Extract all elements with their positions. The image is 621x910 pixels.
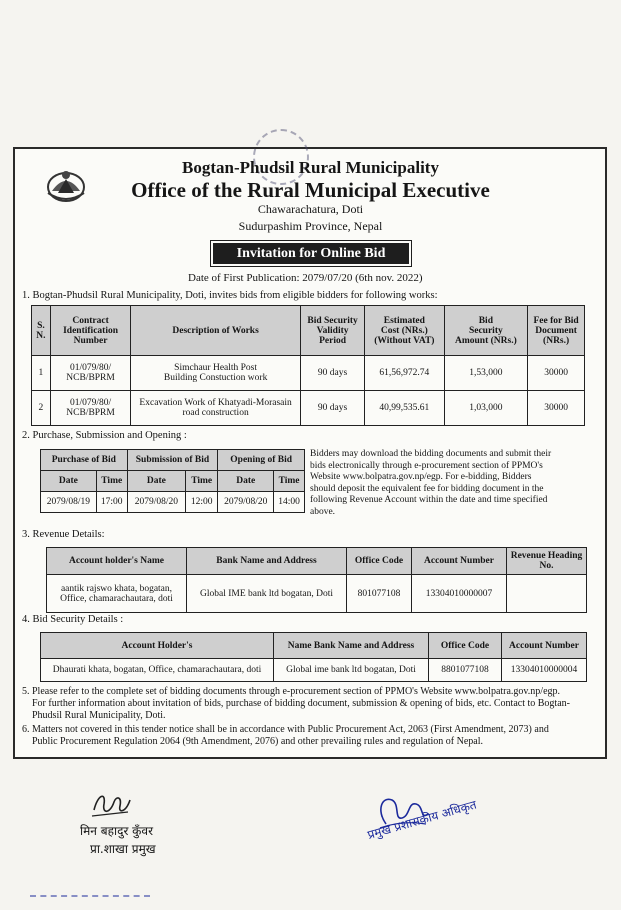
schedule-table: [40, 449, 305, 513]
header-purchase: Purchase of Bid: [41, 450, 128, 471]
header-description: Description of Works: [131, 306, 301, 356]
schedule-note: Bidders may download the bidding documents and submit their bids electronically through e-procurement section of PPMO's Website www.bolpatra.gov.np/egp. For e-bidding, Bidders should deposit the equivalent fee for bidding document in the following Revenue Account within the date and time specified above.: [310, 449, 552, 517]
header-submission: Submission of Bid: [127, 450, 218, 471]
section5-paragraph: 5. Please refer to the complete set of bidding documents through e-procurement section of PPMO's Website www.bolpatra.gov.np/egp. For further information about invitation of bids, purchase of bidding document, submission & opening of bids, etc. Contact to Bogtan- Phudsil Rural Municipality, Doti.: [22, 686, 570, 721]
office-title: Office of the Rural Municipal Executive: [131, 178, 490, 202]
location-line: Chawarachatura, Doti: [257, 202, 364, 216]
section2-title: 2. Purchase, Submission and Opening :: [22, 430, 187, 441]
left-signature: [88, 790, 134, 820]
table-header-row: Account Holder's Name Bank Name and Address Office Code Account Number: [41, 633, 587, 659]
header-fee: Fee for Bid Document (NRs.): [528, 306, 585, 356]
right-signatory-title: प्रमुख प्रशासकीय अधिकृत: [365, 797, 479, 843]
header-sn: S. N.: [32, 306, 51, 356]
publication-date: Date of First Publication: 2079/07/20 (6th nov. 2022): [188, 272, 423, 284]
province-line: Sudurpashim Province, Nepal: [238, 219, 383, 233]
header-amount: Bid Security Amount (NRs.): [444, 306, 528, 356]
left-signatory-title: प्रा.शाखा प्रमुख: [90, 842, 156, 856]
section6-paragraph: 6. Matters not covered in this tender notice shall be in accordance with Public Procurement Act, 2063 (First Amendment, 2073) and Public Procurement Regulation 2064 (9th Amendment, 2076) and other prevailing rules and regulation of Nepal.: [22, 724, 549, 747]
bid-security-table: [40, 632, 587, 682]
section3-title: 3. Revenue Details:: [22, 529, 105, 540]
table-row: 1 01/079/80/ NCB/BPRM Simchaur Health Post Building Constuction work 90 days 61,56,972.74 1,53,000 30000: [32, 356, 585, 391]
header-contract: Contract Identification Number: [50, 306, 130, 356]
section4-title: 4. Bid Security Details :: [22, 614, 124, 625]
table-row: Dhaurati khata, bogatan, Office, chamarachautara, doti Global ime bank ltd bogatan, Doti 8801077108 13304010000004: [41, 659, 587, 682]
scan-mark: [30, 895, 150, 897]
header-cost: Estimated Cost (NRs.) (Without VAT): [365, 306, 444, 356]
table-subheader-row: Date Time Date Time Date Time: [41, 471, 305, 492]
section1-intro: 1. Bogtan-Phudsil Rural Municipality, Doti, invites bids from eligible bidders for following works:: [22, 290, 438, 301]
left-signatory-name: मिन बहादुर कुँवर: [80, 824, 153, 838]
header-opening: Opening of Bid: [218, 450, 305, 471]
table-header-row: [32, 306, 585, 356]
municipality-name: Bogtan-Phudsil Rural Municipality: [182, 158, 439, 177]
works-table: [31, 305, 585, 426]
revenue-table: [46, 547, 587, 613]
notice-banner: Invitation for Online Bid: [213, 243, 409, 264]
table-header-row: Account holder's Name Bank Name and Address Office Code Account Number Revenue Heading No.: [47, 548, 587, 575]
table-row: 2079/08/19 17:00 2079/08/20 12:00 2079/08/20 14:00: [41, 492, 305, 513]
table-row: aantik rajswo khata, bogatan, Office, chamarachautara, doti Global IME bank ltd bogatan, Doti 801077108 13304010000007: [47, 575, 587, 613]
header-validity: Bid Security Validity Period: [300, 306, 364, 356]
table-row: 2 01/079/80/ NCB/BPRM Excavation Work of Khatyadi-Morasain road construction 90 days 40,99,535.61 1,03,000 30000: [32, 391, 585, 426]
table-header-row: [41, 450, 305, 471]
